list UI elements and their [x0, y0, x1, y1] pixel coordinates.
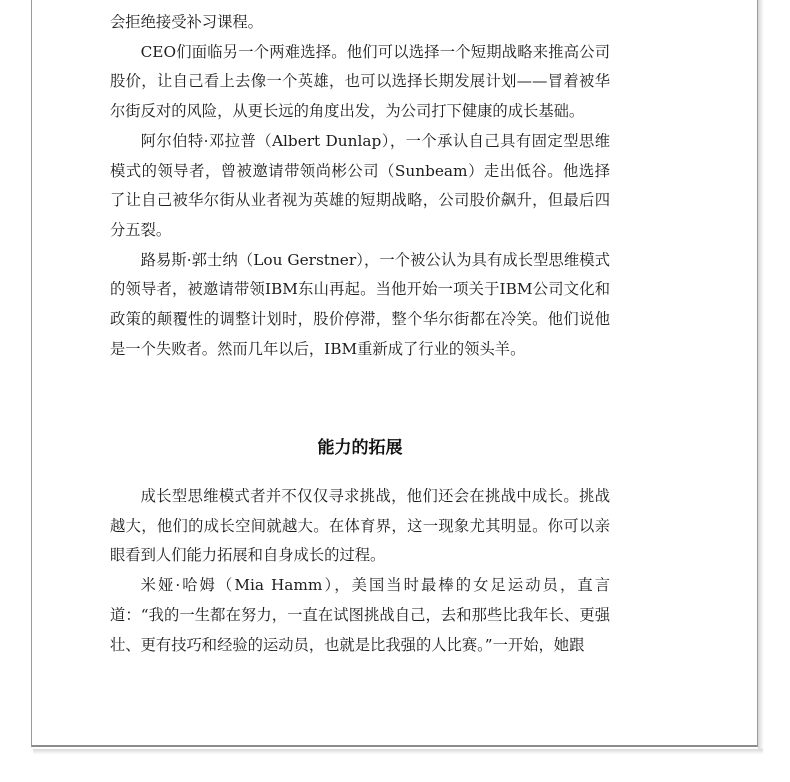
page-shadow-right [758, 0, 764, 753]
body-text-bottom [110, 482, 610, 660]
body-text-top [110, 8, 610, 364]
paragraph-growth-mindset: 成长型思维模式者并不仅仅寻求挑战，他们还会在挑战中成长。挑战越大，他们的成长空间就越大。在体育界，这一现象尤其明显。你可以亲眼看到人们能力拓展和自身成长的过程。 [110, 487, 610, 565]
paragraph-ceo-dilemma: CEO们面临另一个两难选择。他们可以选择一个短期战略来推高公司股价，让自己看上去像一个英雄，也可以选择长期发展计划——冒着被华尔街反对的风险，从更长远的角度出发，为公司打下健康的成长基础。 [110, 42, 610, 121]
paragraph-albert-dunlap: 阿尔伯特·邓拉普（Albert Dunlap），一个承认自己具有固定型思维模式的领导者，曾被邀请带领尚彬公司（Sunbeam）走出低谷。他选择了让自己被华尔街从业者视为英雄的短期战略，公司股价飙升，但最后四分五裂。 [110, 131, 610, 239]
page-shadow-bottom [33, 749, 763, 755]
section-heading: 能力的拓展 [317, 438, 403, 458]
paragraph-lou-gerstner: 路易斯·郭士纳（Lou Gerstner），一个被公认为具有成长型思维模式的领导者，被邀请带领IBM东山再起。当他开始一项关于IBM公司文化和政策的颠覆性的调整计划时，股价停滞，整个华尔街都在冷笑。他们说他是一个失败者。然而几年以后，IBM重新成了行业的领头羊。 [110, 250, 610, 358]
paragraph-continuation: 会拒绝接受补习课程。 [110, 13, 263, 31]
paragraph-mia-hamm: 米娅·哈姆（Mia Hamm），美国当时最棒的女足运动员，直言道：“我的一生都在努力，一直在试图挑战自己，去和那些比我年长、更强壮、更有技巧和经验的运动员，也就是比我强的人比赛。”一开始，她跟 [110, 576, 610, 654]
